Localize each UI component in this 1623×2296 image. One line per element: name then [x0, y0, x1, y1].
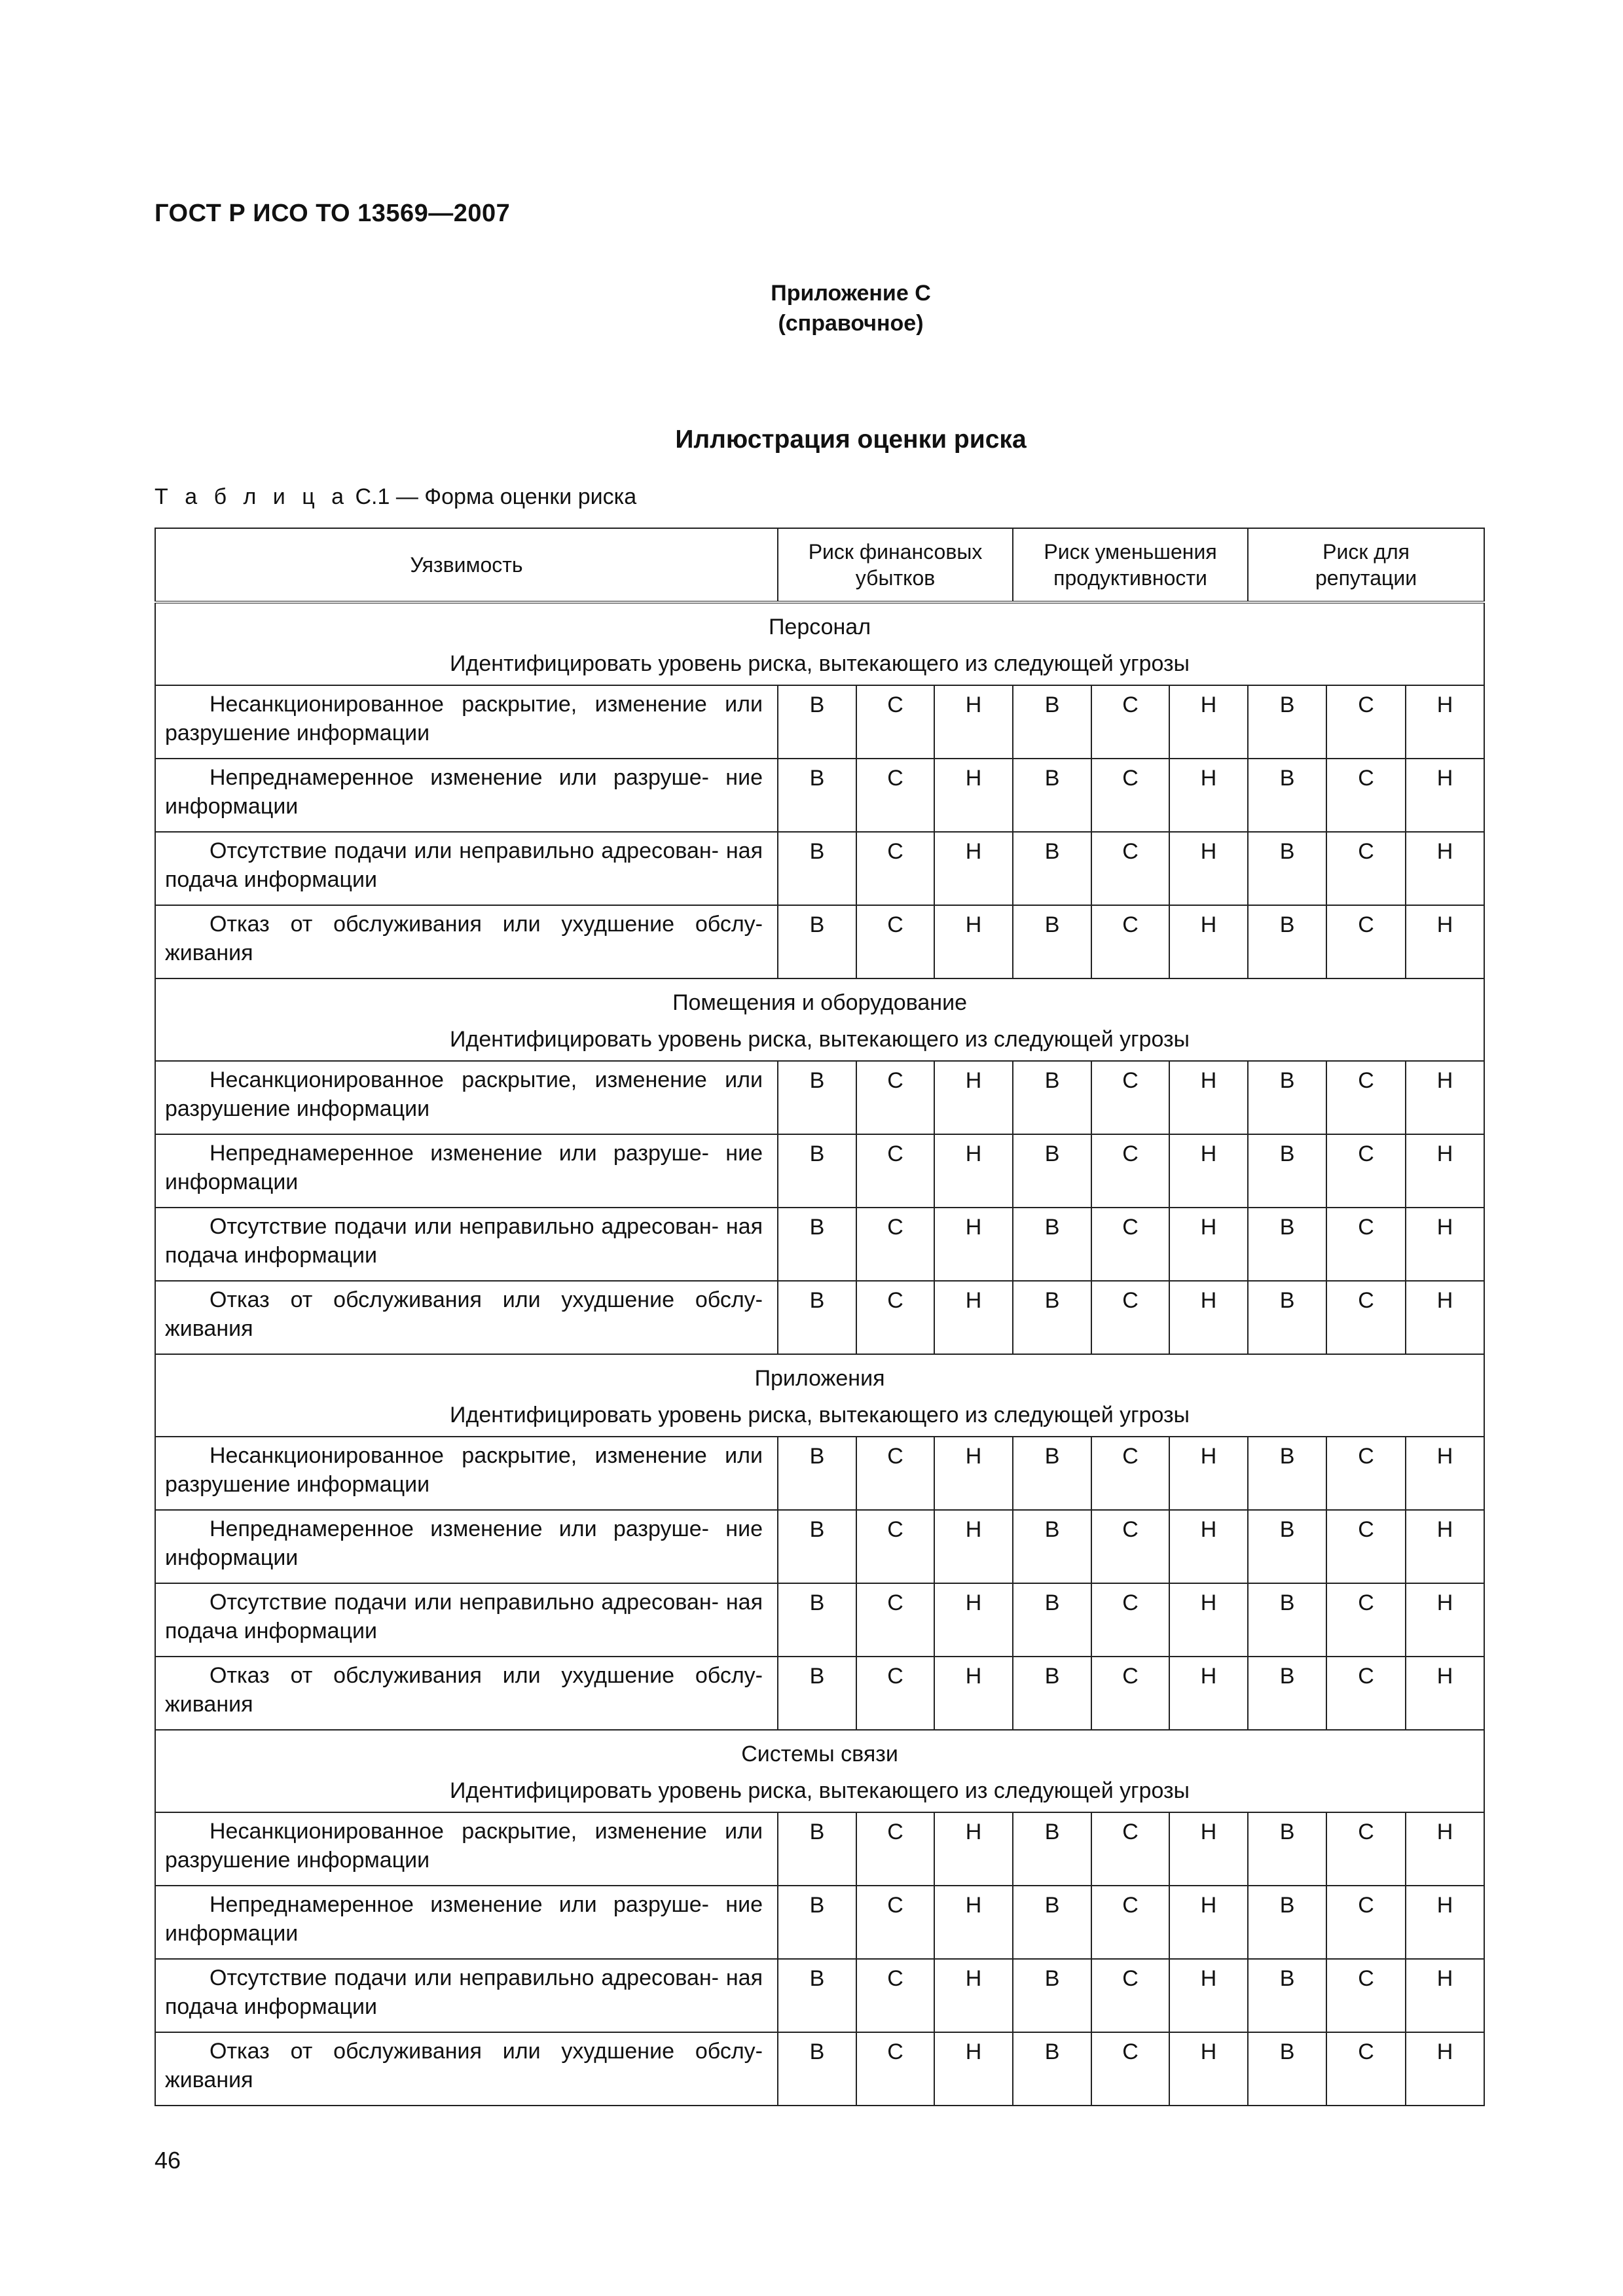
risk-level-cell: В: [778, 1886, 856, 1959]
risk-level-cell: Н: [1169, 1510, 1248, 1583]
risk-level-cell: С: [856, 1959, 934, 2032]
risk-level-cell: Н: [1406, 1583, 1484, 1657]
risk-level-cell: В: [778, 1583, 856, 1657]
risk-level-cell: В: [1248, 2032, 1326, 2106]
risk-level-cell: Н: [1406, 2032, 1484, 2106]
risk-level-cell: В: [1013, 1812, 1091, 1886]
vulnerability-text: Непреднамеренное изменение или разруше- ние информации: [165, 765, 763, 819]
risk-level-cell: В: [1248, 1134, 1326, 1208]
group-instruction: Идентифицировать уровень риска, вытекающего из следующей угрозы: [450, 1778, 1190, 1803]
annex-status: (справочное): [778, 311, 924, 336]
risk-level-cell: Н: [1169, 1134, 1248, 1208]
risk-level-cell: С: [1091, 1281, 1169, 1354]
group-header-row: [155, 1354, 1484, 1437]
risk-level-cell: С: [856, 1886, 934, 1959]
risk-level-cell: Н: [1406, 1812, 1484, 1886]
vulnerability-text: Несанкционированное раскрытие, изменение или разрушение информации: [165, 1067, 763, 1121]
risk-level-cell: В: [778, 1281, 856, 1354]
risk-level-cell: С: [856, 1437, 934, 1510]
risk-level-cell: С: [856, 905, 934, 978]
risk-level-cell: С: [1091, 905, 1169, 978]
risk-level-cell: С: [1091, 832, 1169, 905]
risk-level-cell: В: [778, 1061, 856, 1134]
table-row: [155, 685, 1484, 759]
risk-level-cell: С: [1326, 1437, 1406, 1510]
vulnerability-text: Отсутствие подачи или неправильно адресован- ная подача информации: [165, 1590, 763, 1643]
risk-level-cell: Н: [934, 685, 1013, 759]
risk-level-cell: С: [1091, 759, 1169, 832]
group-name: Помещения и оборудование: [672, 990, 967, 1015]
risk-level-cell: Н: [934, 2032, 1013, 2106]
table-row: [155, 1583, 1484, 1657]
risk-level-cell: С: [856, 1583, 934, 1657]
vulnerability-cell: [155, 1061, 778, 1134]
vulnerability-cell: [155, 1510, 778, 1583]
caption-text: С.1 — Форма оценки риска: [355, 484, 637, 509]
group-header-cell: [155, 1730, 1484, 1812]
risk-level-cell: С: [856, 685, 934, 759]
risk-level-cell: Н: [1169, 1208, 1248, 1281]
group-header-cell: [155, 1354, 1484, 1437]
page-number: 46: [155, 2147, 181, 2174]
vulnerability-text: Отказ от обслуживания или ухудшение обслу- живания: [165, 2039, 763, 2092]
risk-level-cell: Н: [934, 905, 1013, 978]
risk-level-cell: В: [778, 1959, 856, 2032]
risk-level-cell: С: [1091, 1134, 1169, 1208]
vulnerability-cell: [155, 1134, 778, 1208]
table-row: [155, 832, 1484, 905]
risk-level-cell: В: [1248, 1208, 1326, 1281]
vulnerability-cell: [155, 1886, 778, 1959]
risk-level-cell: В: [778, 1812, 856, 1886]
risk-level-cell: Н: [1169, 1437, 1248, 1510]
risk-level-cell: В: [1013, 832, 1091, 905]
risk-level-cell: С: [1326, 832, 1406, 905]
risk-level-cell: В: [1248, 1959, 1326, 2032]
risk-level-cell: В: [778, 1208, 856, 1281]
table-row: [155, 1208, 1484, 1281]
risk-level-cell: С: [856, 1812, 934, 1886]
risk-level-cell: С: [856, 1510, 934, 1583]
risk-level-cell: Н: [1406, 759, 1484, 832]
risk-level-cell: Н: [934, 1812, 1013, 1886]
vulnerability-text: Несанкционированное раскрытие, изменение или разрушение информации: [165, 1443, 763, 1497]
risk-level-cell: В: [1013, 685, 1091, 759]
risk-level-cell: С: [1091, 1510, 1169, 1583]
table-row: [155, 2032, 1484, 2106]
table-row: [155, 1281, 1484, 1354]
risk-level-cell: Н: [1169, 1812, 1248, 1886]
risk-level-cell: С: [1091, 685, 1169, 759]
risk-level-cell: С: [1326, 1134, 1406, 1208]
risk-level-cell: Н: [934, 832, 1013, 905]
section-title: Иллюстрация оценки риска: [675, 425, 1027, 454]
table-row: [155, 759, 1484, 832]
vulnerability-cell: [155, 905, 778, 978]
risk-level-cell: В: [1248, 905, 1326, 978]
risk-level-cell: С: [1326, 1583, 1406, 1657]
vulnerability-text: Отсутствие подачи или неправильно адресован- ная подача информации: [165, 1214, 763, 1268]
risk-level-cell: В: [778, 759, 856, 832]
risk-level-cell: Н: [934, 1061, 1013, 1134]
risk-level-cell: С: [856, 1657, 934, 1730]
risk-level-cell: В: [1248, 1812, 1326, 1886]
table-row: [155, 1437, 1484, 1510]
risk-level-cell: В: [1013, 1208, 1091, 1281]
risk-level-cell: В: [778, 832, 856, 905]
group-instruction: Идентифицировать уровень риска, вытекающего из следующей угрозы: [450, 1403, 1190, 1427]
risk-level-cell: В: [1248, 1281, 1326, 1354]
risk-level-cell: Н: [1406, 1510, 1484, 1583]
risk-level-cell: В: [1013, 1959, 1091, 2032]
risk-level-cell: В: [1013, 1657, 1091, 1730]
risk-level-cell: Н: [1169, 1281, 1248, 1354]
caption-prefix: Т а б л и ц а: [155, 484, 350, 509]
risk-level-cell: Н: [934, 1134, 1013, 1208]
vulnerability-text: Отказ от обслуживания или ухудшение обслу- живания: [165, 1663, 763, 1717]
vulnerability-cell: [155, 1437, 778, 1510]
risk-level-cell: В: [1248, 759, 1326, 832]
risk-level-cell: В: [1013, 1583, 1091, 1657]
risk-level-cell: Н: [934, 1583, 1013, 1657]
risk-level-cell: В: [1013, 1134, 1091, 1208]
risk-level-cell: В: [1248, 1061, 1326, 1134]
risk-level-cell: Н: [1406, 1208, 1484, 1281]
risk-level-cell: В: [1013, 1510, 1091, 1583]
risk-level-cell: В: [1248, 685, 1326, 759]
vulnerability-cell: [155, 1959, 778, 2032]
risk-level-cell: Н: [1169, 1886, 1248, 1959]
vulnerability-text: Непреднамеренное изменение или разруше- ние информации: [165, 1516, 763, 1570]
risk-level-cell: В: [1013, 905, 1091, 978]
risk-level-cell: С: [1326, 905, 1406, 978]
risk-level-cell: С: [856, 2032, 934, 2106]
table-row: [155, 905, 1484, 978]
risk-level-cell: Н: [934, 759, 1013, 832]
risk-level-cell: С: [1091, 1886, 1169, 1959]
risk-level-cell: Н: [1406, 1134, 1484, 1208]
risk-level-cell: В: [1013, 1886, 1091, 1959]
table-row: [155, 1886, 1484, 1959]
vulnerability-cell: [155, 1812, 778, 1886]
group-name: Приложения: [754, 1366, 885, 1391]
risk-level-cell: С: [1326, 1657, 1406, 1730]
risk-level-cell: В: [1248, 1510, 1326, 1583]
risk-level-cell: Н: [1406, 1886, 1484, 1959]
header-reputation-risk: Риск для репутации: [1248, 528, 1484, 602]
risk-level-cell: В: [778, 1134, 856, 1208]
risk-level-cell: Н: [934, 1959, 1013, 2032]
risk-level-cell: Н: [1169, 1583, 1248, 1657]
risk-level-cell: С: [1326, 759, 1406, 832]
risk-level-cell: Н: [1169, 1657, 1248, 1730]
risk-level-cell: В: [1248, 1583, 1326, 1657]
risk-level-cell: В: [1013, 1061, 1091, 1134]
risk-level-cell: С: [1326, 1959, 1406, 2032]
risk-level-cell: С: [1091, 1812, 1169, 1886]
risk-level-cell: С: [1326, 1812, 1406, 1886]
risk-assessment-table: [155, 528, 1485, 2106]
risk-level-cell: С: [856, 759, 934, 832]
risk-level-cell: Н: [1406, 832, 1484, 905]
risk-level-cell: В: [1013, 1281, 1091, 1354]
group-instruction: Идентифицировать уровень риска, вытекающего из следующей угрозы: [450, 651, 1190, 676]
risk-level-cell: С: [1326, 1208, 1406, 1281]
vulnerability-cell: [155, 1208, 778, 1281]
group-header-cell: [155, 978, 1484, 1061]
vulnerability-cell: [155, 2032, 778, 2106]
risk-level-cell: В: [1248, 1657, 1326, 1730]
table-header-row: [155, 528, 1484, 602]
table-row: [155, 1657, 1484, 1730]
risk-level-cell: С: [856, 832, 934, 905]
risk-level-cell: С: [1091, 1583, 1169, 1657]
group-instruction: Идентифицировать уровень риска, вытекающего из следующей угрозы: [450, 1027, 1190, 1052]
vulnerability-text: Отсутствие подачи или неправильно адресован- ная подача информации: [165, 1965, 763, 2019]
risk-level-cell: С: [856, 1061, 934, 1134]
risk-level-cell: С: [1091, 1208, 1169, 1281]
risk-level-cell: С: [1091, 1437, 1169, 1510]
risk-level-cell: В: [1013, 759, 1091, 832]
header-financial-risk: Риск финансовых убытков: [778, 528, 1013, 602]
group-header-cell: [155, 602, 1484, 685]
vulnerability-text: Непреднамеренное изменение или разруше- ние информации: [165, 1892, 763, 1946]
risk-level-cell: В: [778, 685, 856, 759]
vulnerability-text: Несанкционированное раскрытие, изменение или разрушение информации: [165, 692, 763, 745]
vulnerability-cell: [155, 832, 778, 905]
risk-level-cell: В: [778, 2032, 856, 2106]
risk-level-cell: С: [856, 1208, 934, 1281]
risk-level-cell: Н: [1406, 1959, 1484, 2032]
vulnerability-text: Отказ от обслуживания или ухудшение обслу- живания: [165, 1287, 763, 1341]
table-row: [155, 1061, 1484, 1134]
annex-title: Приложение С: [771, 281, 931, 306]
risk-level-cell: С: [1091, 2032, 1169, 2106]
risk-level-cell: Н: [1169, 759, 1248, 832]
vulnerability-cell: [155, 759, 778, 832]
risk-level-cell: С: [856, 1281, 934, 1354]
risk-level-cell: Н: [1406, 905, 1484, 978]
risk-level-cell: В: [1248, 1886, 1326, 1959]
vulnerability-text: Отказ от обслуживания или ухудшение обслу- живания: [165, 912, 763, 965]
group-header-row: [155, 1730, 1484, 1812]
risk-level-cell: В: [778, 1657, 856, 1730]
risk-level-cell: Н: [1169, 832, 1248, 905]
table-row: [155, 1134, 1484, 1208]
table-row: [155, 1812, 1484, 1886]
risk-level-cell: Н: [934, 1281, 1013, 1354]
table-row: [155, 1959, 1484, 2032]
group-name: Персонал: [768, 615, 871, 639]
risk-level-cell: Н: [1406, 685, 1484, 759]
vulnerability-text: Непреднамеренное изменение или разруше- ние информации: [165, 1141, 763, 1194]
table-body: [155, 602, 1484, 2106]
risk-level-cell: Н: [934, 1886, 1013, 1959]
risk-level-cell: В: [1013, 2032, 1091, 2106]
vulnerability-text: Отсутствие подачи или неправильно адресован- ная подача информации: [165, 838, 763, 892]
risk-level-cell: В: [778, 1437, 856, 1510]
risk-level-cell: С: [1091, 1657, 1169, 1730]
document-code: ГОСТ Р ИСО ТО 13569—2007: [155, 200, 511, 227]
risk-level-cell: Н: [1169, 1061, 1248, 1134]
header-productivity-risk: Риск уменьшения продуктивности: [1013, 528, 1248, 602]
vulnerability-text: Несанкционированное раскрытие, изменение или разрушение информации: [165, 1819, 763, 1873]
table-row: [155, 1510, 1484, 1583]
group-header-row: [155, 978, 1484, 1061]
risk-level-cell: С: [1091, 1959, 1169, 2032]
risk-level-cell: В: [778, 905, 856, 978]
risk-level-cell: Н: [934, 1510, 1013, 1583]
risk-level-cell: Н: [1406, 1281, 1484, 1354]
risk-level-cell: Н: [934, 1657, 1013, 1730]
risk-level-cell: С: [1326, 1061, 1406, 1134]
vulnerability-cell: [155, 1583, 778, 1657]
table-caption: [155, 484, 636, 510]
risk-level-cell: С: [856, 1134, 934, 1208]
risk-level-cell: Н: [1169, 685, 1248, 759]
risk-level-cell: В: [1013, 1437, 1091, 1510]
risk-level-cell: Н: [1169, 1959, 1248, 2032]
risk-level-cell: Н: [934, 1437, 1013, 1510]
risk-level-cell: С: [1326, 1281, 1406, 1354]
risk-level-cell: В: [1248, 832, 1326, 905]
risk-level-cell: С: [1091, 1061, 1169, 1134]
risk-level-cell: Н: [934, 1208, 1013, 1281]
vulnerability-cell: [155, 685, 778, 759]
group-name: Системы связи: [741, 1742, 898, 1767]
risk-level-cell: Н: [1169, 905, 1248, 978]
risk-level-cell: Н: [1406, 1657, 1484, 1730]
risk-level-cell: С: [1326, 1510, 1406, 1583]
group-header-row: [155, 602, 1484, 685]
risk-level-cell: С: [1326, 685, 1406, 759]
risk-level-cell: Н: [1406, 1061, 1484, 1134]
vulnerability-cell: [155, 1657, 778, 1730]
header-vulnerability: Уязвимость: [155, 528, 778, 602]
risk-level-cell: С: [1326, 2032, 1406, 2106]
risk-level-cell: В: [778, 1510, 856, 1583]
risk-level-cell: С: [1326, 1886, 1406, 1959]
risk-level-cell: Н: [1169, 2032, 1248, 2106]
risk-level-cell: В: [1248, 1437, 1326, 1510]
risk-level-cell: Н: [1406, 1437, 1484, 1510]
vulnerability-cell: [155, 1281, 778, 1354]
